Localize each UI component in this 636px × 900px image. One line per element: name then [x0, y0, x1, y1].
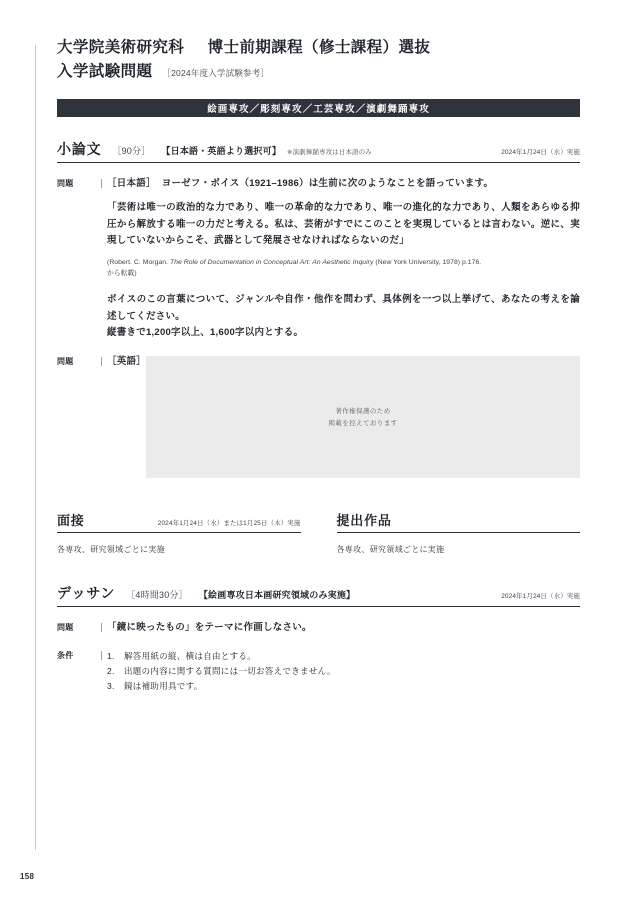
essay-prompt-line-2: 縦書きで1,200字以上、1,600字以内とする。 [107, 326, 304, 338]
question-body-japanese [107, 177, 580, 341]
conditions-divider-dessin [95, 649, 107, 694]
section-scope-dessin: 【絵画専攻日本画研究領域のみ実施】 [198, 589, 356, 600]
column-submission [337, 510, 581, 555]
section-date-essay: 2024年1月24日（水）実施 [501, 149, 580, 157]
condition-number: 1. [107, 650, 115, 661]
question-lead-japanese [107, 177, 580, 191]
section-duration-dessin: ［4時間30分］ [126, 589, 188, 600]
question-text-dessin: 「鏡に映ったもの」をテーマに作画しなさい。 [107, 621, 312, 633]
copyright-placeholder-line-2: 掲載を控えております [328, 420, 398, 428]
question-divider-english [95, 355, 107, 369]
section-title-submission: 提出作品 [336, 512, 392, 528]
citation-reprint-note: から転載) [107, 269, 137, 277]
conditions-row-dessin [57, 649, 580, 694]
masthead-year-note: ［2024年度入学試験参考］ [162, 68, 270, 79]
essay-prompt-line-1: ボイスのこの言葉について、ジャンルや自作・他作を問わず、具体例を一つ以上挙げて、あなたの考えを論述してください。 [107, 294, 580, 322]
majors-banner [57, 99, 580, 117]
section-duration-essay: ［90分］ [112, 146, 151, 157]
question-language-tag-japanese: ［日本語］ [107, 178, 156, 190]
section-scope-essay: 【日本語・英語より選択可】 [161, 146, 282, 157]
question-row-japanese [57, 177, 580, 341]
list-item [107, 649, 580, 664]
section-body-submission: 各専攻、研究領域ごとに実施 [336, 544, 445, 554]
section-header-essay [57, 139, 580, 163]
page-number: 158 [20, 872, 35, 881]
page-title: 入学試験問題 [57, 63, 153, 81]
left-gutter-rule [35, 45, 36, 850]
citation-author: (Robert. C. Morgan. [107, 259, 170, 267]
citation-work-title: The Role of Documentation in Conceptual Art: An Aesthetic Inquiry [169, 259, 374, 267]
section-title-interview: 面接 [57, 512, 85, 528]
masthead [57, 0, 580, 84]
section-title-essay: 小論文 [57, 141, 102, 158]
list-item [107, 664, 580, 679]
copyright-placeholder-line-1: 著作権保護のため [335, 408, 391, 416]
beuys-quotation: 「芸術は唯一の政治的な力であり、唯一の革命的な力であり、唯一の進化的な力であり、人類をあらゆる抑圧から解放する唯一の力だと考える。私は、芸術がすでにこのことを実現しているとは言わない。逆に、実現していないからこそ、武器として発展させなければならないのだ」 [107, 202, 580, 246]
question-body-dessin [107, 621, 580, 635]
copyright-placeholder-box [146, 356, 580, 478]
masthead-graduate-school: 大学院美術研究科 [57, 39, 185, 56]
exam-page [57, 0, 580, 694]
two-column-block [57, 510, 580, 555]
question-divider-dessin [95, 621, 107, 635]
question-label-english: 問題 [57, 357, 74, 367]
masthead-title-line [57, 60, 580, 84]
column-interview [57, 510, 301, 555]
section-date-interview: 2024年1月24日（水）または1月25日（木）実施 [157, 519, 301, 527]
question-body-english [107, 355, 580, 369]
section-header-interview [57, 510, 301, 533]
section-header-submission [337, 510, 581, 533]
question-divider-japanese [95, 177, 107, 341]
section-header-dessin [57, 583, 580, 607]
masthead-course: 博士前期課程（修士課程）選抜 [207, 39, 431, 56]
condition-number: 2. [107, 665, 115, 676]
conditions-list [107, 649, 580, 694]
conditions-label-dessin: 条件 [57, 650, 74, 660]
question-row-dessin [57, 621, 580, 635]
question-row-english [57, 355, 580, 369]
section-date-dessin: 2024年1月24日（水）実施 [501, 592, 580, 600]
conditions-body-dessin [107, 649, 580, 694]
list-item [107, 679, 580, 694]
condition-text: 鏡は補助用具です。 [124, 681, 203, 692]
question-lead-text-japanese: ヨーゼフ・ボイス（1921–1986）は生前に次のようなことを語っています。 [161, 178, 494, 190]
question-lead-english [107, 355, 580, 369]
majors-banner-label: 絵画専攻／彫刻専攻／工芸専攻／演劇舞踊専攻 [207, 104, 430, 116]
essay-prompt-japanese [107, 292, 580, 341]
question-label-dessin: 問題 [57, 622, 74, 632]
citation-publication: (New York University, 1978) p.176. [373, 259, 482, 267]
section-asterisk-note-essay: ※演劇舞踊専攻は日本語のみ [287, 149, 372, 157]
condition-text: 解答用紙の縦、横は自由とする。 [124, 650, 257, 661]
condition-number: 3. [107, 681, 115, 692]
masthead-program-line [57, 36, 580, 60]
section-title-dessin: デッサン [57, 584, 116, 601]
question-language-tag-english: ［英語］ [107, 356, 147, 368]
question-label-japanese: 問題 [57, 179, 74, 189]
quotation-citation [107, 258, 580, 279]
section-body-interview: 各専攻、研究領域ごとに実施 [57, 544, 165, 554]
condition-text: 出題の内容に関する質問には一切お答えできません。 [124, 665, 336, 676]
